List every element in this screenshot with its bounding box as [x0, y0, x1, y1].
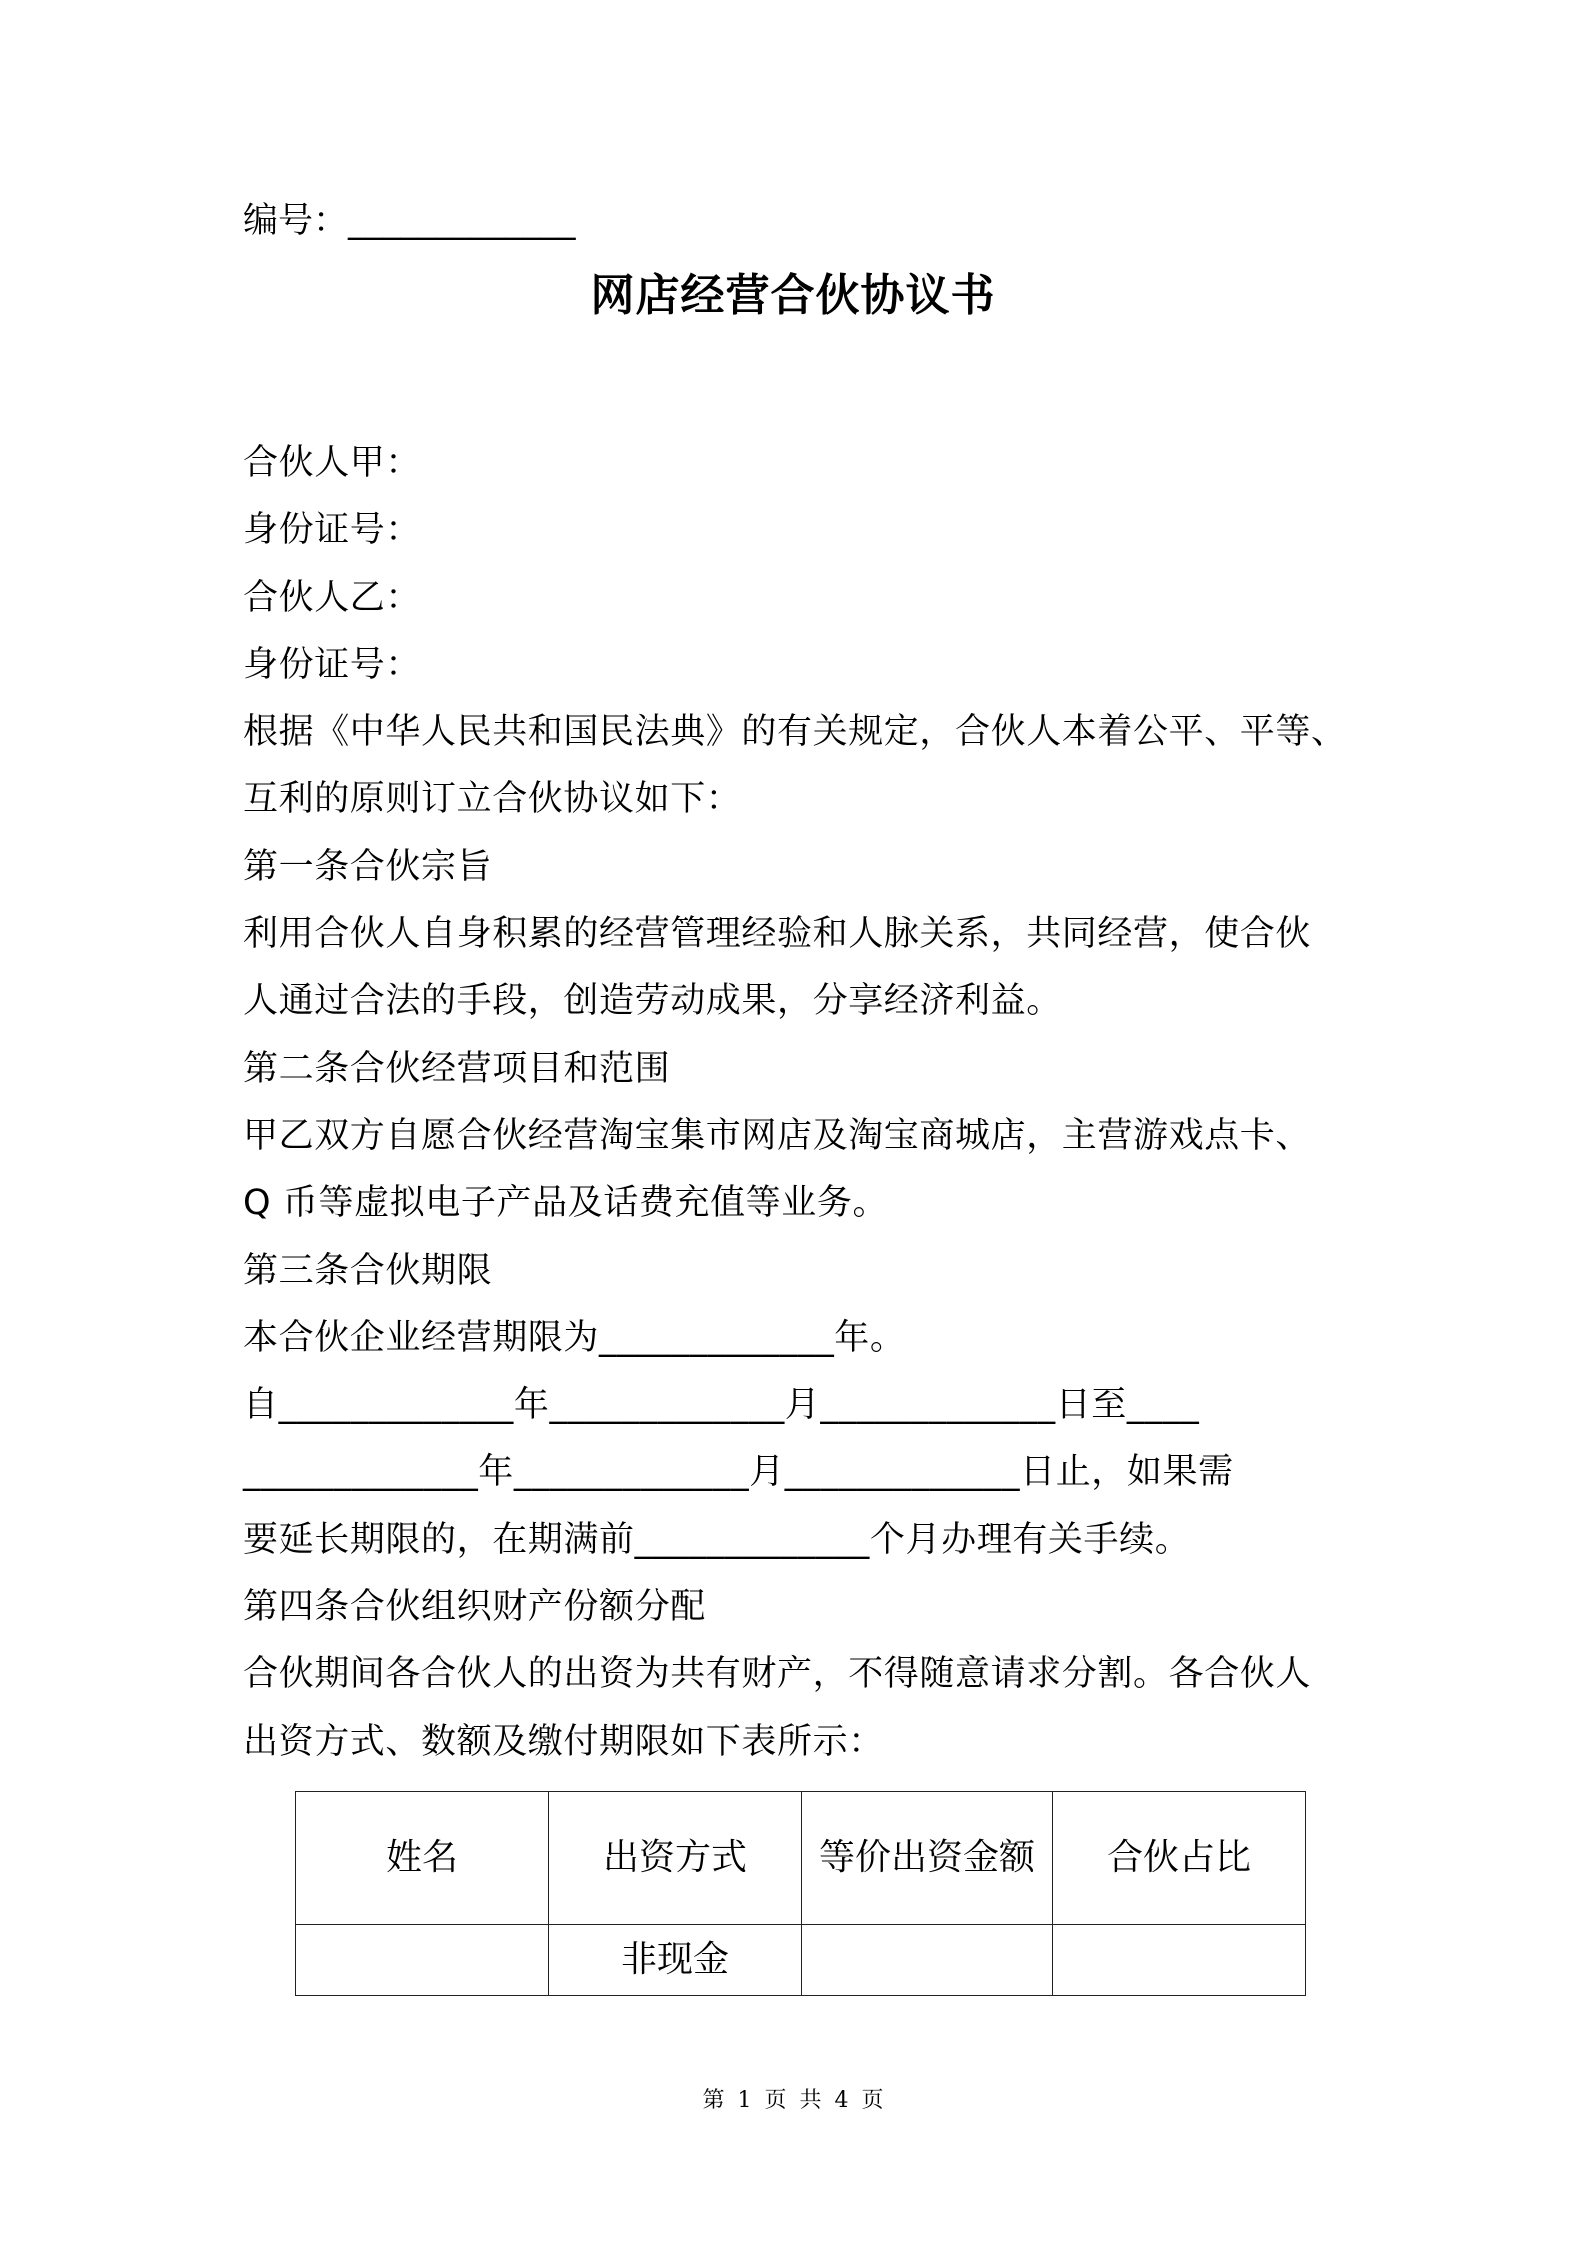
document-title: 网店经营合伙协议书: [590, 270, 996, 321]
preamble-line-1: 根据《中华人民共和国民法典》的有关规定，合伙人本着公平、平等、: [243, 712, 1347, 753]
article-4-heading: 第四条合伙组织财产份额分配: [243, 1587, 706, 1628]
article-3-text-1: 本合伙企业经营期限为_____________年。: [243, 1317, 906, 1358]
contribution-table-wrap: [295, 1791, 1306, 1996]
party-b-id-line: 身份证号：: [243, 644, 422, 685]
article-4-text-1: 合伙期间各合伙人的出资为共有财产，不得随意请求分割。各合伙人: [243, 1654, 1312, 1695]
article-3-heading: 第三条合伙期限: [243, 1250, 493, 1291]
header-partnership-share: 合伙占比: [1053, 1792, 1306, 1925]
cell-equivalent-amount: [802, 1925, 1053, 1996]
cell-partnership-share: [1053, 1925, 1306, 1996]
header-equivalent-amount: 等价出资金额: [802, 1792, 1053, 1925]
preamble-line-2: 互利的原则订立合伙协议如下：: [243, 779, 742, 820]
header-contribution-method: 出资方式: [549, 1792, 802, 1925]
party-a-line: 合伙人甲：: [243, 443, 422, 483]
article-3-text-3: _____________年_____________月_____________日止，如果需: [243, 1452, 1234, 1493]
article-1-heading: 第一条合伙宗旨: [243, 846, 493, 887]
party-b-line: 合伙人乙：: [243, 577, 422, 618]
article-2-text-1: 甲乙双方自愿合伙经营淘宝集市网店及淘宝商城店，主营游戏点卡、: [243, 1115, 1312, 1156]
article-2-heading: 第二条合伙经营项目和范围: [243, 1048, 671, 1089]
table-header-row: [296, 1792, 1306, 1925]
contribution-table: [295, 1791, 1306, 1996]
page-footer: 第 1 页 共 4 页: [702, 2088, 884, 2113]
cell-name: [296, 1925, 549, 1996]
document-body: [243, 430, 1363, 1776]
article-1-text-2: 人通过合法的手段，创造劳动成果，分享经济利益。: [243, 981, 1062, 1022]
doc-number-field: 编号：_____________: [243, 201, 576, 241]
article-4-text-2: 出资方式、数额及缴付期限如下表所示：: [243, 1721, 884, 1762]
header-name: 姓名: [296, 1792, 549, 1925]
cell-contribution-method: 非现金: [549, 1925, 802, 1996]
article-2-text-2: Q 币等虚拟电子产品及话费充值等业务。: [243, 1183, 889, 1224]
party-a-id-line: 身份证号：: [243, 510, 422, 551]
article-1-text-1: 利用合伙人自身积累的经营管理经验和人脉关系，共同经营，使合伙: [243, 914, 1312, 955]
article-3-text-4: 要延长期限的，在期满前_____________个月办理有关手续。: [243, 1519, 1191, 1560]
article-3-text-2: 自_____________年_____________月_____________日至____: [243, 1385, 1200, 1426]
table-row: [296, 1925, 1306, 1996]
